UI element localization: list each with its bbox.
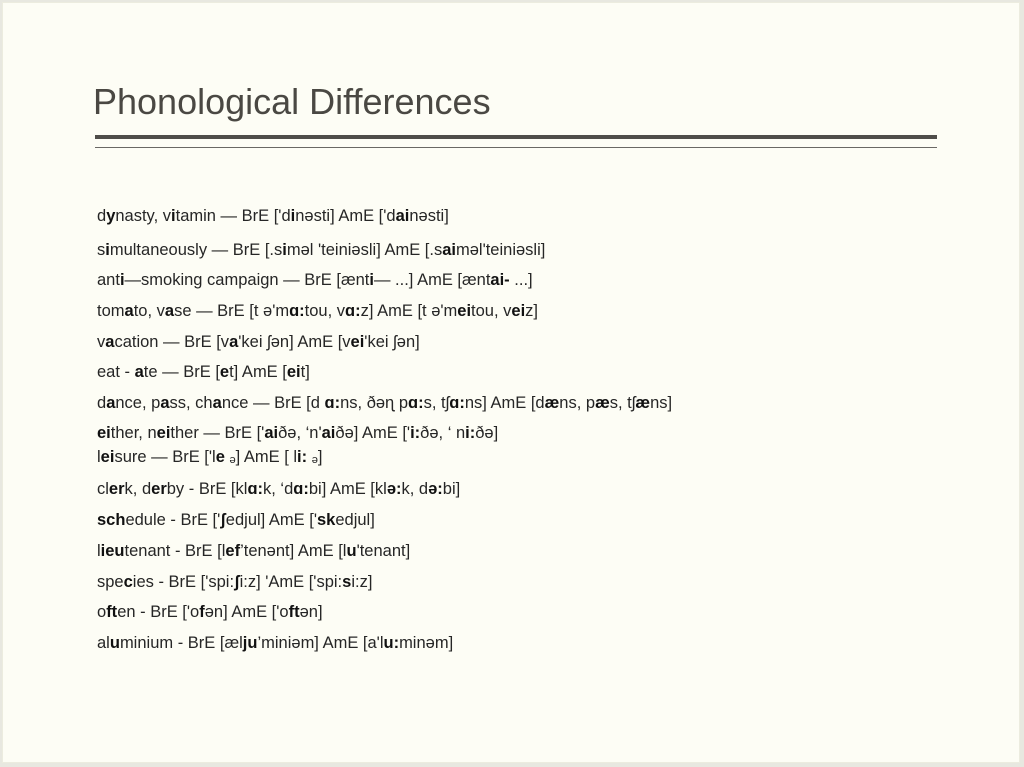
highlighted-sound: ft (288, 603, 300, 621)
highlighted-sound: s (342, 573, 352, 591)
line-text: ss, ch (169, 394, 213, 412)
highlighted-sound: ʃ (234, 573, 240, 591)
line-text: bi] AmE [kl (308, 480, 387, 498)
line-text: 'tenant] (356, 542, 411, 560)
line-text: z] (525, 302, 539, 320)
line-text: tou, v (304, 302, 346, 320)
pronunciation-line-lieutenant (97, 542, 410, 561)
highlighted-sound: ei (100, 448, 115, 466)
line-text: ən] AmE ['o (204, 603, 289, 621)
line-text: t] (300, 363, 310, 381)
line-text: s (97, 241, 106, 259)
highlighted-sound: a (160, 394, 170, 412)
pronunciation-line-leisure (97, 448, 322, 467)
line-text: v (97, 333, 106, 351)
highlighted-sound: sk (317, 511, 336, 529)
line-text: edjul] (335, 511, 375, 529)
highlighted-sound: a (134, 363, 144, 381)
line-text: k, d (401, 480, 429, 498)
pronunciation-line-often (97, 603, 323, 622)
line-text: ’miniəm] AmE [a'l (257, 634, 384, 652)
line-text: minəm] (399, 634, 454, 652)
highlighted-sound: ai (321, 424, 336, 442)
line-text: ns] AmE [d (464, 394, 545, 412)
highlighted-sound: ɑ: (289, 302, 305, 320)
line-text: ns] (650, 394, 673, 412)
line-text: nce, p (115, 394, 161, 412)
line-text: ðə, ‘n' (278, 424, 322, 442)
line-text: en - BrE ['o (117, 603, 200, 621)
line-text: nasty, v (115, 207, 172, 225)
highlighted-sound: e (215, 448, 225, 466)
line-text: ns, p (559, 394, 596, 412)
highlighted-sound: i (282, 241, 287, 259)
highlighted-sound: a (124, 302, 134, 320)
line-text: multaneously — BrE [.s (109, 241, 283, 259)
line-text: al (97, 634, 110, 652)
highlighted-sound: ai (395, 207, 410, 225)
highlighted-sound: e (219, 363, 230, 381)
highlighted-sound: u: (383, 634, 400, 652)
pronunciation-line-species (97, 573, 372, 592)
line-text: t] AmE [ (229, 363, 287, 381)
highlighted-sound: ef (225, 542, 241, 560)
highlighted-sound: ɑ: (247, 480, 264, 498)
line-text: ...] (509, 271, 533, 289)
highlighted-sound: i (171, 207, 176, 225)
line-text: ies - BrE ['spi: (132, 573, 235, 591)
line-text: to, v (133, 302, 165, 320)
pronunciation-line-dance (97, 394, 672, 413)
highlighted-sound: ə: (428, 480, 443, 498)
highlighted-sound: ɑ: (324, 394, 341, 412)
line-text: cation — BrE [v (114, 333, 230, 351)
line-text: ₔ] (307, 448, 323, 466)
pronunciation-line-clerk (97, 480, 460, 499)
line-text: tou, v (471, 302, 512, 320)
line-text: ðə] (475, 424, 499, 442)
line-text: i:z] 'AmE ['spi: (239, 573, 343, 591)
line-text: s, tʃ (609, 394, 636, 412)
line-text: sure — BrE ['l (114, 448, 216, 466)
title-rule-thick (95, 135, 937, 139)
line-text: te — BrE [ (143, 363, 220, 381)
highlighted-sound: ei (457, 302, 472, 320)
line-text: ðə] AmE [' (335, 424, 411, 442)
highlighted-sound: er (151, 480, 167, 498)
line-text: k, ‘d (263, 480, 294, 498)
highlighted-sound: ʃ (220, 511, 226, 529)
highlighted-sound: ei (511, 302, 526, 320)
highlighted-sound: ɑ: (408, 394, 424, 412)
line-text: məl'teiniəsli] (455, 241, 546, 259)
highlighted-sound: ft (106, 603, 118, 621)
pronunciation-line-vacation (97, 333, 420, 352)
line-text: i:z] (351, 573, 373, 591)
highlighted-sound: ieu (100, 542, 125, 560)
highlighted-sound: i: (465, 424, 476, 442)
line-text: 'kei ʃən] AmE [v (238, 333, 351, 351)
line-text: ther — BrE [' (170, 424, 265, 442)
line-text: z] AmE [t ə'm (360, 302, 458, 320)
highlighted-sound: a (229, 333, 239, 351)
line-text: s, tʃ (423, 394, 450, 412)
highlighted-sound: a (212, 394, 222, 412)
pronunciation-line-tomato (97, 302, 538, 321)
slide (2, 2, 1020, 763)
highlighted-sound: æ (635, 394, 651, 412)
highlighted-sound: ei (350, 333, 365, 351)
line-text: —smoking campaign — BrE [ænt (124, 271, 370, 289)
line-text: ən] (299, 603, 323, 621)
highlighted-sound: u (109, 634, 120, 652)
highlighted-sound: æ (595, 394, 610, 412)
highlighted-sound: f (199, 603, 205, 621)
highlighted-sound: i (369, 271, 374, 289)
highlighted-sound: i: (410, 424, 421, 442)
line-text: ther, n (110, 424, 157, 442)
line-text: ns, ðəɳ p (340, 394, 408, 412)
slide-title: Phonological Differences (93, 81, 491, 122)
line-text: ant (97, 271, 120, 289)
line-text: bi] (442, 480, 461, 498)
highlighted-sound: sch (97, 511, 126, 529)
pronunciation-line-anti (97, 271, 533, 290)
line-text: məl 'teiniəsli] AmE [.s (286, 241, 443, 259)
line-text: ₔ] AmE [ l (224, 448, 298, 466)
highlighted-sound: c (123, 573, 133, 591)
highlighted-sound: ai- (490, 271, 510, 289)
pronunciation-line-schedule (97, 511, 375, 530)
highlighted-sound: ei (97, 424, 111, 442)
highlighted-sound: a (105, 333, 115, 351)
line-text: l (97, 448, 101, 466)
pronunciation-line-aluminium (97, 634, 453, 653)
line-text: edjul] AmE [' (225, 511, 317, 529)
highlighted-sound: ai (264, 424, 279, 442)
line-text: d (97, 394, 107, 412)
highlighted-sound: ju (242, 634, 258, 652)
line-text: nəsti] (409, 207, 449, 225)
highlighted-sound: i (290, 207, 296, 225)
highlighted-sound: ɑ: (449, 394, 465, 412)
line-text: tenant - BrE [l (124, 542, 226, 560)
highlighted-sound: u (346, 542, 357, 560)
pronunciation-line-either (97, 424, 498, 443)
highlighted-sound: a (106, 394, 116, 412)
pronunciation-line-dynasty (97, 207, 449, 226)
line-text: ’tenənt] AmE [l (240, 542, 347, 560)
line-text: spe (97, 573, 124, 591)
line-text: k, d (124, 480, 152, 498)
line-text: o (97, 603, 107, 621)
highlighted-sound: i (119, 271, 125, 289)
line-text: d (97, 207, 107, 225)
highlighted-sound: ɑ: (345, 302, 361, 320)
line-text: se — BrE [t ə'm (174, 302, 290, 320)
title-rule-thin (95, 147, 937, 148)
line-text: — ...] AmE [ænt (373, 271, 491, 289)
line-text: l (97, 542, 101, 560)
highlighted-sound: i (105, 241, 110, 259)
line-text: minium - BrE [æl (119, 634, 243, 652)
line-text: ðə, ‘ n (420, 424, 466, 442)
highlighted-sound: ai (442, 241, 456, 259)
highlighted-sound: ə: (386, 480, 402, 498)
pronunciation-line-eat (97, 363, 310, 382)
line-text: 'kei ʃən] (364, 333, 420, 351)
line-text: eat - (97, 363, 135, 381)
pronunciation-line-simultaneously (97, 241, 545, 260)
line-text: by - BrE [kl (166, 480, 248, 498)
highlighted-sound: ɑ: (293, 480, 309, 498)
highlighted-sound: æ (544, 394, 560, 412)
highlighted-sound: ei (286, 363, 301, 381)
line-text: nce — BrE [d (221, 394, 325, 412)
highlighted-sound: a (164, 302, 175, 320)
highlighted-sound: er (108, 480, 125, 498)
line-text: cl (97, 480, 109, 498)
line-text: edule - BrE [' (125, 511, 221, 529)
highlighted-sound: i: (297, 448, 308, 466)
line-text: nəsti] AmE ['d (295, 207, 396, 225)
line-text: tamin — BrE ['d (175, 207, 291, 225)
line-text: tom (97, 302, 125, 320)
highlighted-sound: y (106, 207, 116, 225)
highlighted-sound: ei (156, 424, 171, 442)
